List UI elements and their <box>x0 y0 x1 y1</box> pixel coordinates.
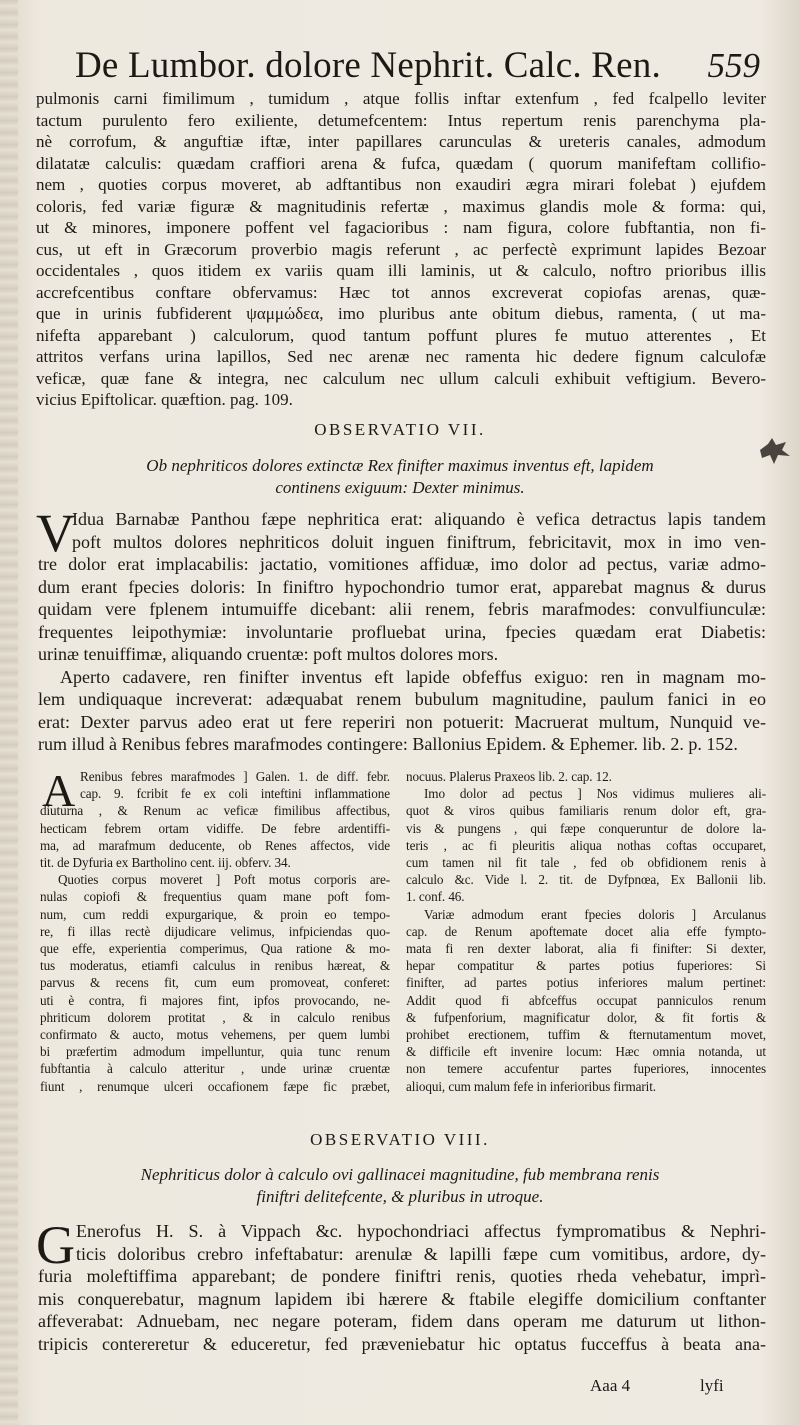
text-line: urinæ tenuiffimæ, aliquando cruentæ: poft multos dolores mors. <box>38 644 499 664</box>
text-line: dilatatæ calculis: quædam craffiori arena & fufca, quædam ( quorum manifeftam collifio- <box>36 153 766 173</box>
observatio-vii-summary <box>0 455 800 499</box>
note-line: hepar compatitur & partes potius fuperiores: Si <box>406 958 766 974</box>
note-line: teris , ac fi pleuritis aliqua nothas coftas occuparet, <box>406 837 766 853</box>
text-line: ticis doloribus crebro infeftabatur: arenulæ & lapilli fæpe cum vomitibus, ardore, dy- <box>76 1243 766 1264</box>
catchword: lyfi <box>700 1376 724 1395</box>
note-line: Variæ admodum erant fpecies doloris ] Arculanus <box>424 906 766 922</box>
text-line: poft multos dolores nephriticos doluit inguen finiftrum, febricitavit, mox in imo ven- <box>72 531 766 552</box>
observatio-vi-ending <box>36 88 766 411</box>
text-line: rum illud à Renibus febres marafmodes contingere: Ballonius Epidem. & Ephemer. lib. 2. p. 152. <box>38 734 738 754</box>
summary-line: finiftri delitefcente, & pluribus in utroque. <box>256 1187 544 1206</box>
observatio-vii-body <box>36 503 766 756</box>
note-line: & difficile eft invenire locum: Hæc omnia notanda, ut <box>406 1044 766 1060</box>
text-line: vicius Epiftolicar. quæftion. pag. 109. <box>36 390 293 409</box>
note-line: que effe, experientia comperimus, Qua ratione & mo- <box>40 941 390 957</box>
note-line: re, fi illas rectè dijudicare velimus, infpiciendas quo- <box>40 923 390 939</box>
text-line: ut & minores, imponere poffent vel fagacioribus : nam figura, colore fubftantia, non fi- <box>36 218 766 237</box>
note-line: num, cum reddi expurgarique, & proin eo tempo- <box>40 906 390 922</box>
text-line: cus, ut eft in Græcorum proverbio magis referunt , ac perfectè exprimunt lapides Bezoar <box>36 239 766 259</box>
text-line: occidentales , quos itidem ex variis quam illi laminis, ut & calculo, noftro prioribus illis <box>36 261 766 280</box>
note-line: ma, ad marafmum deducente, ob Renes affectos, vide <box>40 837 390 853</box>
text-line: que in urinis fubfiderent ψαμμώδεα, imo pluribus ante obitum diebus, ramenta, ( ut ma- <box>36 304 766 323</box>
summary-line: continens exiguum: Dexter minimus. <box>275 478 525 497</box>
note-line: non temere accufentur partes fuperiores, innocentes <box>406 1061 766 1077</box>
drop-cap: V <box>36 503 75 563</box>
note-line: confirmato & aucto, motus vehemens, per quem lumbi <box>40 1027 390 1043</box>
text-line: dum erant fpecies doloris: In finiftro hypochondrio tumor erat, apparebat magnus & durus <box>38 576 766 597</box>
page-number: 559 <box>707 46 760 85</box>
note-line: uti è contra, fi majores fint, ipfos provocando, ne- <box>40 992 390 1008</box>
note-line: phriticum dolorem protitat , & in calculo renibus <box>40 1009 390 1025</box>
note-line: finifter, ad partes potius inferiores malum pertinet: <box>406 975 766 991</box>
signature-mark: Aaa 4 <box>590 1376 631 1395</box>
note-line: mata fi ren dexter laborat, alia fi finifter: Si dexter, <box>406 941 766 957</box>
note-line: Imo dolor ad pectus ] Nos vidimus mulieres ali- <box>424 786 766 802</box>
text-line: tre dolor erat implacabilis: jactatio, vomitiones affiduæ, imo dolor ad pectus, variæ admo- <box>38 554 766 574</box>
note-line: calculo &c. Vide l. 2. tit. de Dyfpnœa, Ex Ballonii lib. <box>406 872 766 888</box>
drop-cap: G <box>36 1215 75 1275</box>
text-line: Enerofus H. S. à Vippach &c. hypochondriaci affectus fympromatibus & Nephri- <box>76 1221 766 1241</box>
text-line: mis conquerebatur, magnum lapidem ibi hærere & ftabile elegiffe domicilium conftanter <box>38 1288 766 1309</box>
observatio-viii-heading: OBSERVATIO VIII. <box>310 1130 490 1149</box>
summary-line: Nephriticus dolor à calculo ovi gallinacei magnitudine, fub membrana renis <box>140 1165 660 1184</box>
observatio-vii-heading: OBSERVATIO VII. <box>314 420 486 439</box>
note-line: prohibet erectionem, tuffim & fternutamentum movet, <box>406 1027 766 1043</box>
text-line: tactum purulento fero exiliente, detumefcentem: Intus repertum renis parenchyma pla- <box>36 110 766 130</box>
page-gutter <box>0 0 18 1425</box>
text-line: attritos verfans urina lapillos, Sed nec arenæ nec ramenta hic dedere fignum calculofæ <box>36 347 766 366</box>
notes-drop-cap: A <box>42 765 76 816</box>
text-line: erat: Dexter parvus adeo erat ut fere reperiri non potuerit: Macruerat multum, Nunquid ve- <box>38 711 766 732</box>
text-line: nem , quoties corpus moveret, ab adftantibus non exaudiri ægra mirari folebat ) ejufdem <box>36 175 766 194</box>
note-line: parvus & recens fit, cum eum promoveat, conferet: <box>40 975 390 991</box>
note-line: cap. de Renum apoftemate docet alia effe fympto- <box>406 923 766 939</box>
note-line: hecticam febrem ortam vidiffe. De febre ardentiffi- <box>40 820 390 836</box>
note-line: quot & viros quibus familiaris renum dolor eft, gra- <box>406 803 766 819</box>
note-line: fiunt , renumque ulceri occafionem fæpe fic præbet, <box>40 1078 390 1094</box>
note-line: vis & pungens , qui fæpe conqueruntur de dolore la- <box>406 820 766 836</box>
note-line: alioqui, cum malum fefe in inferioribus firmarit. <box>406 1078 656 1094</box>
text-line: affeverabat: Adnuebam, nec negare poteram, fidem dans operam me daturum ut lithon- <box>38 1311 766 1331</box>
text-line: nè corrofum, & anguftiæ iftæ, inter papillares carunculas & ureteris canales, admodum <box>36 132 766 151</box>
note-line: 1. conf. 46. <box>406 889 465 905</box>
text-line: veficæ, quæ fane & integra, nec calculum nec ullum calculi exhibuit veftigium. Bevero- <box>36 368 766 388</box>
note-line: cap. 9. fcribit fe ex coli inteftini inflammatione <box>80 786 390 802</box>
running-header <box>60 44 760 86</box>
text-line: accrefcentibus conftare obfervamus: Hæc tot annos excreverat copiofas arenas, quæ- <box>36 282 766 302</box>
summary-line: Ob nephriticos dolores extinctæ Rex finifter maximus inventus eft, lapidem <box>146 456 654 475</box>
note-line: Addit quod fi abfceffus occupat panniculos renum <box>406 992 766 1008</box>
note-line: & fufpenforium, magnificatur dolor, & fit fortis & <box>406 1009 766 1025</box>
note-line: Renibus febres marafmodes ] Galen. 1. de diff. febr. <box>80 769 390 784</box>
note-line: bi præfertim admodum impelluntur, quia tunc renum <box>40 1044 390 1060</box>
notes-right-column <box>406 768 766 1095</box>
note-line: Quoties corpus moveret ] Poft motus corporis are- <box>58 872 390 888</box>
text-line: furia moleftiffima apparebant; de pondere finiftri renis, quoties rheda vehebatur, imprì- <box>38 1266 766 1286</box>
text-line: Aperto cadavere, ren finifter inventus eft lapide obfeffus exiguo: ren in magnam mo- <box>60 666 766 687</box>
text-line: Idua Barnabæ Panthou fæpe nephritica erat: aliquando è vefica detractus lapis tandem <box>72 509 766 529</box>
observatio-viii-summary <box>0 1164 800 1208</box>
observatio-viii-body <box>36 1215 766 1355</box>
notes-left-column <box>40 765 390 1095</box>
note-line: diuturna , & Renum ac veficæ fimilibus affectibus, <box>40 803 390 819</box>
running-title: De Lumbor. dolore Nephrit. Calc. Ren. <box>75 45 661 86</box>
text-line: nifefta apparebant ) calculorum, quod tantum poffunt plures fe mutuo atterentes , Et <box>36 325 766 345</box>
note-line: fubftantia à calculo atteritur , unde urinæ cruentæ <box>40 1061 390 1077</box>
note-line: tit. de Dyfuria ex Bartholino cent. iij. obferv. 34. <box>40 855 291 871</box>
text-line: quidam vere fplenem intumuiffe dicebant: alii renem, febris marafmodes: convulfiunculæ: <box>38 599 766 619</box>
note-line: nulas copiofi & frequentius quam mane poft fom- <box>40 889 390 905</box>
text-line: tripicis contereretur & educeretur, fed præveniebatur hic optatus fucceffus à beata ana- <box>38 1333 766 1354</box>
ink-blot <box>758 436 792 466</box>
text-line: coloris, fed variæ figuræ & magnitudinis refertæ , maximus glandis mole & forma: qui, <box>36 196 766 216</box>
text-line: frequentes leipothymiæ: involuntarie profluebat urina, fpecies quædam erat Diabetis: <box>38 621 766 642</box>
text-line: pulmonis carni fimilimum , tumidum , atque follis inftar extenfum , fed fcalpello leviter <box>36 89 766 108</box>
text-line: lem undiquaque increverat: adæquabat renem bubulum magnitudine, paulum fanici in eo <box>38 689 766 709</box>
note-line: nocuus. Plalerus Praxeos lib. 2. cap. 12. <box>406 769 612 784</box>
note-line: tus moderatus, etiamfi calculus in renibus hæreat, & <box>40 958 390 974</box>
note-line: cum tamen nil fit tale , fed ob obfidionem renis à <box>406 855 766 871</box>
